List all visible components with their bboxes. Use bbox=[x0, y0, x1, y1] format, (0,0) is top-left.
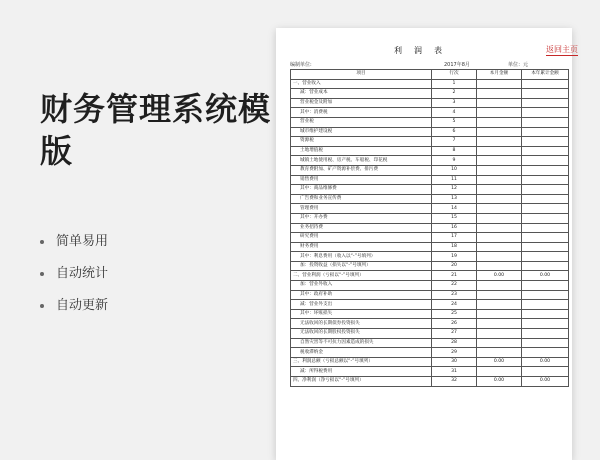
item-cell: 其中：政府补助 bbox=[291, 290, 432, 300]
month-amount-cell[interactable] bbox=[477, 348, 522, 358]
month-amount-cell[interactable] bbox=[477, 175, 522, 185]
table-row bbox=[291, 204, 569, 214]
year-amount-cell[interactable] bbox=[522, 175, 569, 185]
month-amount-cell[interactable]: 0.00 bbox=[477, 377, 522, 387]
month-amount-cell[interactable] bbox=[477, 309, 522, 319]
year-amount-cell[interactable] bbox=[522, 338, 569, 348]
bullet-icon bbox=[40, 304, 44, 308]
report-date: 2017年8月 bbox=[444, 62, 470, 68]
month-amount-cell[interactable] bbox=[477, 242, 522, 252]
table-row bbox=[291, 281, 569, 291]
month-amount-cell[interactable] bbox=[477, 290, 522, 300]
year-amount-cell[interactable] bbox=[522, 89, 569, 99]
month-amount-cell[interactable] bbox=[477, 89, 522, 99]
income-statement-table bbox=[290, 69, 569, 387]
table-header-row bbox=[291, 70, 569, 80]
row-number-cell: 30 bbox=[432, 357, 477, 367]
item-cell: 业务招待费 bbox=[291, 223, 432, 233]
year-amount-cell[interactable] bbox=[522, 223, 569, 233]
row-number-cell: 18 bbox=[432, 242, 477, 252]
row-number-cell: 28 bbox=[432, 338, 477, 348]
row-number-cell: 3 bbox=[432, 98, 477, 108]
item-cell: 研究费用 bbox=[291, 233, 432, 243]
year-amount-cell[interactable] bbox=[522, 185, 569, 195]
year-amount-cell[interactable] bbox=[522, 156, 569, 166]
year-amount-cell[interactable]: 0.00 bbox=[522, 271, 569, 281]
table-row bbox=[291, 348, 569, 358]
item-cell: 教育费附加、矿产资源补偿费、排污费 bbox=[291, 165, 432, 175]
month-amount-cell[interactable] bbox=[477, 281, 522, 291]
row-number-cell: 12 bbox=[432, 185, 477, 195]
year-amount-cell[interactable] bbox=[522, 242, 569, 252]
item-cell: 加：投资收益（损失以“-”号填列） bbox=[291, 261, 432, 271]
month-amount-cell[interactable] bbox=[477, 367, 522, 377]
row-number-cell: 2 bbox=[432, 89, 477, 99]
table-row bbox=[291, 89, 569, 99]
table-row bbox=[291, 290, 569, 300]
table-row bbox=[291, 242, 569, 252]
preparer-unit-label: 编制单位: bbox=[290, 62, 312, 68]
month-amount-cell[interactable] bbox=[477, 223, 522, 233]
row-number-cell: 29 bbox=[432, 348, 477, 358]
month-amount-cell[interactable] bbox=[477, 233, 522, 243]
month-amount-cell[interactable] bbox=[477, 156, 522, 166]
feature-list bbox=[40, 232, 108, 328]
row-number-cell: 13 bbox=[432, 194, 477, 204]
year-amount-cell[interactable] bbox=[522, 79, 569, 89]
row-number-cell: 7 bbox=[432, 137, 477, 147]
item-cell: 自然灾害等不可抗力因素造成的损失 bbox=[291, 338, 432, 348]
month-amount-cell[interactable] bbox=[477, 98, 522, 108]
item-cell: 财务费用 bbox=[291, 242, 432, 252]
item-cell: 城市维护建设税 bbox=[291, 127, 432, 137]
month-amount-cell[interactable] bbox=[477, 261, 522, 271]
item-cell: 土地增值税 bbox=[291, 146, 432, 156]
year-amount-cell[interactable] bbox=[522, 252, 569, 262]
month-amount-cell[interactable] bbox=[477, 329, 522, 339]
row-number-cell: 23 bbox=[432, 290, 477, 300]
row-number-cell: 22 bbox=[432, 281, 477, 291]
year-amount-cell[interactable] bbox=[522, 300, 569, 310]
month-amount-cell[interactable] bbox=[477, 165, 522, 175]
table-row bbox=[291, 175, 569, 185]
item-cell: 无法收回的长期股权投资损失 bbox=[291, 329, 432, 339]
item-cell: 城镇土地使用税、房产税、车船税、印花税 bbox=[291, 156, 432, 166]
table-row bbox=[291, 165, 569, 175]
row-number-cell: 16 bbox=[432, 223, 477, 233]
table-row bbox=[291, 319, 569, 329]
year-amount-cell[interactable] bbox=[522, 281, 569, 291]
bullet-icon bbox=[40, 240, 44, 244]
table-row bbox=[291, 98, 569, 108]
year-amount-cell[interactable] bbox=[522, 261, 569, 271]
table-row bbox=[291, 223, 569, 233]
month-amount-cell[interactable] bbox=[477, 137, 522, 147]
table-row bbox=[291, 137, 569, 147]
row-number-cell: 15 bbox=[432, 213, 477, 223]
year-amount-cell[interactable] bbox=[522, 290, 569, 300]
feature-label: 自动统计 bbox=[56, 266, 109, 281]
item-cell: 其中：开办费 bbox=[291, 213, 432, 223]
table-row bbox=[291, 194, 569, 204]
month-amount-cell[interactable] bbox=[477, 194, 522, 204]
bullet-icon bbox=[40, 272, 44, 276]
year-amount-cell[interactable] bbox=[522, 98, 569, 108]
year-amount-cell[interactable] bbox=[522, 233, 569, 243]
year-amount-cell[interactable] bbox=[522, 117, 569, 127]
month-amount-cell[interactable] bbox=[477, 338, 522, 348]
row-number-cell: 24 bbox=[432, 300, 477, 310]
table-row bbox=[291, 367, 569, 377]
item-cell: 营业税金及附加 bbox=[291, 98, 432, 108]
month-amount-cell[interactable] bbox=[477, 213, 522, 223]
row-number-cell: 19 bbox=[432, 252, 477, 262]
row-number-cell: 32 bbox=[432, 377, 477, 387]
column-header-item: 项目 bbox=[291, 70, 432, 80]
year-amount-cell[interactable] bbox=[522, 108, 569, 118]
row-number-cell: 4 bbox=[432, 108, 477, 118]
item-cell: 其中：商品维修费 bbox=[291, 185, 432, 195]
table-row bbox=[291, 156, 569, 166]
row-number-cell: 31 bbox=[432, 367, 477, 377]
row-number-cell: 17 bbox=[432, 233, 477, 243]
row-number-cell: 6 bbox=[432, 127, 477, 137]
row-number-cell: 10 bbox=[432, 165, 477, 175]
month-amount-cell[interactable] bbox=[477, 300, 522, 310]
year-amount-cell[interactable] bbox=[522, 367, 569, 377]
row-number-cell: 26 bbox=[432, 319, 477, 329]
month-amount-cell[interactable] bbox=[477, 127, 522, 137]
month-amount-cell[interactable] bbox=[477, 319, 522, 329]
item-cell: 四、净利润（净亏损以“-”号填列） bbox=[291, 377, 432, 387]
table-row bbox=[291, 271, 569, 281]
row-number-cell: 20 bbox=[432, 261, 477, 271]
month-amount-cell[interactable]: 0.00 bbox=[477, 271, 522, 281]
row-number-cell: 1 bbox=[432, 79, 477, 89]
item-cell: 税收滞纳金 bbox=[291, 348, 432, 358]
year-amount-cell[interactable] bbox=[522, 204, 569, 214]
table-row bbox=[291, 233, 569, 243]
year-amount-cell[interactable]: 0.00 bbox=[522, 357, 569, 367]
row-number-cell: 9 bbox=[432, 156, 477, 166]
month-amount-cell[interactable] bbox=[477, 146, 522, 156]
table-row bbox=[291, 79, 569, 89]
month-amount-cell[interactable] bbox=[477, 252, 522, 262]
row-number-cell: 14 bbox=[432, 204, 477, 214]
feature-item bbox=[40, 264, 108, 296]
year-amount-cell[interactable] bbox=[522, 137, 569, 147]
feature-item bbox=[40, 296, 108, 328]
table-row bbox=[291, 309, 569, 319]
item-cell: 一、营业收入 bbox=[291, 79, 432, 89]
feature-label: 自动更新 bbox=[56, 298, 109, 313]
year-amount-cell[interactable] bbox=[522, 309, 569, 319]
item-cell: 营业税 bbox=[291, 117, 432, 127]
table-row bbox=[291, 357, 569, 367]
table-row bbox=[291, 213, 569, 223]
year-amount-cell[interactable]: 0.00 bbox=[522, 377, 569, 387]
item-cell: 无法收回的长期债券投资损失 bbox=[291, 319, 432, 329]
month-amount-cell[interactable] bbox=[477, 79, 522, 89]
month-amount-cell[interactable] bbox=[477, 185, 522, 195]
column-header-year-amount: 本年累计金额 bbox=[522, 70, 569, 80]
year-amount-cell[interactable] bbox=[522, 329, 569, 339]
month-amount-cell[interactable] bbox=[477, 204, 522, 214]
item-cell: 其中：利息费用（收入以“-”号填列） bbox=[291, 252, 432, 262]
year-amount-cell[interactable] bbox=[522, 165, 569, 175]
sheet-title: 利润表 bbox=[394, 46, 454, 55]
table-row bbox=[291, 261, 569, 271]
feature-item bbox=[40, 232, 108, 264]
year-amount-cell[interactable] bbox=[522, 146, 569, 156]
column-header-month-amount: 本月金额 bbox=[477, 70, 522, 80]
table-row bbox=[291, 338, 569, 348]
table-row bbox=[291, 117, 569, 127]
back-to-home-link[interactable]: 返回主页 bbox=[546, 45, 578, 54]
item-cell: 减：所得税费用 bbox=[291, 367, 432, 377]
table-row bbox=[291, 127, 569, 137]
income-statement-sheet bbox=[276, 28, 578, 460]
row-number-cell: 25 bbox=[432, 309, 477, 319]
item-cell: 三、利润总额（亏损总额以“-”号填列） bbox=[291, 357, 432, 367]
item-cell: 资源税 bbox=[291, 137, 432, 147]
table-row bbox=[291, 377, 569, 387]
currency-unit: 单位：元 bbox=[508, 62, 529, 68]
year-amount-cell[interactable] bbox=[522, 348, 569, 358]
item-cell: 减：营业外支出 bbox=[291, 300, 432, 310]
year-amount-cell[interactable] bbox=[522, 127, 569, 137]
year-amount-cell[interactable] bbox=[522, 213, 569, 223]
table-row bbox=[291, 185, 569, 195]
table-row bbox=[291, 252, 569, 262]
item-cell: 其中：消费税 bbox=[291, 108, 432, 118]
row-number-cell: 5 bbox=[432, 117, 477, 127]
table-row bbox=[291, 146, 569, 156]
table-row bbox=[291, 329, 569, 339]
table-row bbox=[291, 300, 569, 310]
year-amount-cell[interactable] bbox=[522, 319, 569, 329]
month-amount-cell[interactable]: 0.00 bbox=[477, 357, 522, 367]
row-number-cell: 11 bbox=[432, 175, 477, 185]
row-number-cell: 8 bbox=[432, 146, 477, 156]
item-cell: 二、营业利润（亏损以“-”号填列） bbox=[291, 271, 432, 281]
item-cell: 销售费用 bbox=[291, 175, 432, 185]
month-amount-cell[interactable] bbox=[477, 108, 522, 118]
table-row bbox=[291, 108, 569, 118]
item-cell: 减：营业成本 bbox=[291, 89, 432, 99]
year-amount-cell[interactable] bbox=[522, 194, 569, 204]
item-cell: 管理费用 bbox=[291, 204, 432, 214]
item-cell: 其中：坏账损失 bbox=[291, 309, 432, 319]
page-title: 财务管理系统模版 bbox=[40, 90, 272, 170]
feature-label: 简单易用 bbox=[56, 234, 109, 249]
item-cell: 加：营业外收入 bbox=[291, 281, 432, 291]
month-amount-cell[interactable] bbox=[477, 117, 522, 127]
row-number-cell: 27 bbox=[432, 329, 477, 339]
item-cell: 广告费和业务宣传费 bbox=[291, 194, 432, 204]
row-number-cell: 21 bbox=[432, 271, 477, 281]
column-header-row-no: 行次 bbox=[432, 70, 477, 80]
